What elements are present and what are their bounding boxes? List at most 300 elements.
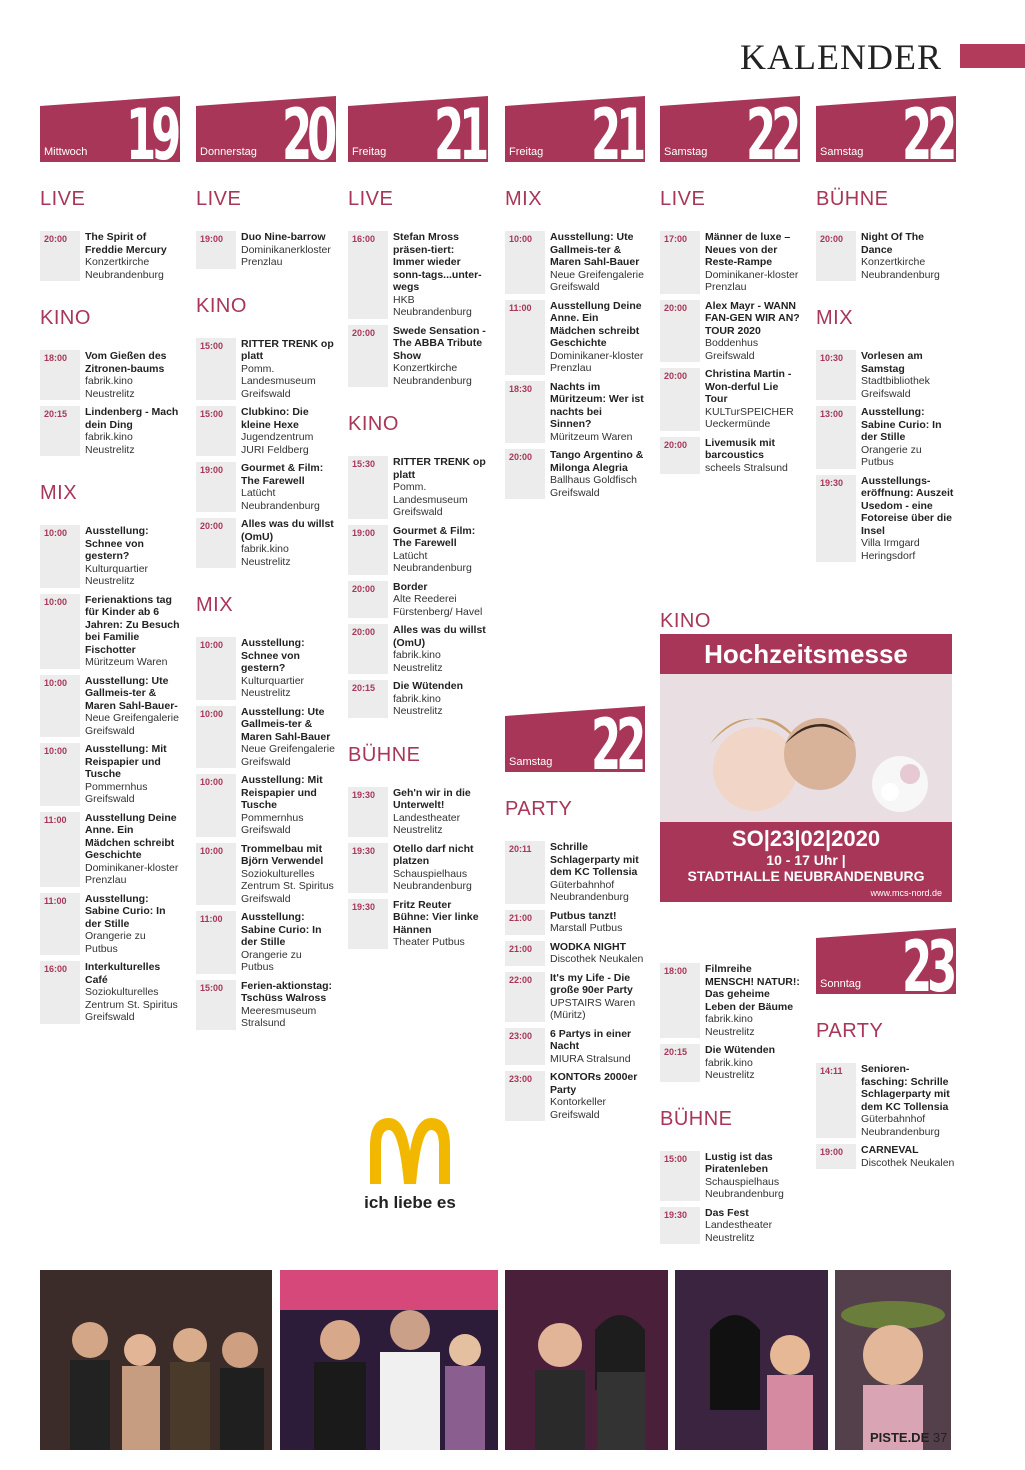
event-item[interactable] — [505, 972, 645, 1022]
event-time: 20:15 — [660, 1044, 700, 1082]
event-name: Livemusik mit barcoustics — [705, 436, 776, 461]
date-header — [660, 96, 800, 162]
event-time: 20:11 — [505, 841, 545, 904]
section-title: KINO — [348, 413, 399, 435]
event-name: Otello darf nicht platzen — [393, 842, 474, 867]
event-item[interactable] — [196, 980, 336, 1030]
event-body — [856, 1063, 956, 1138]
event-location: HKB Neubrandenburg — [393, 293, 472, 318]
event-location: Kontorkeller Greifswald — [550, 1096, 607, 1121]
event-location: Müritzeum Waren — [550, 430, 633, 443]
event-location: Güterbahnhof Neubrandenburg — [550, 878, 629, 903]
event-name: RITTER TRENK op platt — [393, 456, 486, 481]
couple-photo — [660, 674, 952, 824]
event-time: 10:00 — [196, 637, 236, 700]
event-time: 20:15 — [348, 680, 388, 718]
event-body — [545, 449, 645, 499]
event-body — [388, 231, 488, 319]
party-photo-3 — [505, 1270, 668, 1450]
event-item[interactable] — [196, 406, 336, 456]
event-name: Ausstellung: Schnee von gestern? — [241, 637, 305, 674]
event-item[interactable] — [660, 231, 800, 294]
event-body — [236, 706, 336, 769]
section-title: KINO — [196, 294, 247, 317]
event-item[interactable] — [196, 706, 336, 769]
event-time: 11:00 — [40, 812, 80, 887]
event-time: 19:00 — [196, 231, 236, 269]
event-item[interactable] — [196, 231, 336, 269]
event-name: Ausstellung: Mit Reispapier und Tusche — [241, 774, 323, 811]
event-body — [388, 899, 488, 949]
section-title: BÜHNE — [348, 743, 421, 766]
event-time: 19:30 — [348, 787, 388, 837]
event-name: Lustig ist das Piratenleben — [705, 1150, 773, 1175]
date-header — [40, 96, 180, 162]
event-item[interactable] — [196, 462, 336, 512]
event-time: 15:00 — [196, 980, 236, 1030]
event-item[interactable] — [816, 350, 956, 400]
section-title: PARTY — [816, 1020, 884, 1042]
event-location: Landestheater Neustrelitz — [705, 1219, 773, 1244]
party-photo-2 — [280, 1270, 498, 1450]
section — [40, 482, 180, 1024]
event-body — [388, 325, 488, 388]
event-item[interactable] — [40, 812, 180, 887]
event-item[interactable] — [505, 941, 645, 966]
event-name: Ausstellung: Sabine Curio: In der Stille — [241, 911, 322, 948]
event-time: 19:30 — [660, 1207, 700, 1245]
event-body — [388, 787, 488, 837]
event-name: Trommelbau mit Björn Verwendel — [241, 842, 324, 867]
event-time: 15:00 — [196, 338, 236, 401]
day-column — [505, 96, 645, 505]
event-name: Ausstellung: Schnee von gestern? — [85, 525, 149, 562]
event-name: Lindenberg - Mach dein Ding — [85, 406, 179, 431]
ad-title: Hochzeitsmesse — [660, 634, 952, 674]
event-name: Vorlesen am Samstag — [861, 350, 923, 375]
event-body — [236, 980, 336, 1030]
event-location: Pommernhus Greifswald — [85, 780, 148, 805]
event-body — [545, 300, 645, 375]
event-body — [80, 893, 180, 956]
section — [40, 188, 180, 281]
event-item[interactable] — [348, 899, 488, 949]
event-location: Jugendzentrum JURI Feldberg — [241, 431, 314, 456]
event-location: Soziokulturelles Zentrum St. Spiritus Greifswald — [241, 867, 334, 905]
event-location: fabrik.kino Neustrelitz — [393, 649, 443, 674]
event-name: Border — [393, 580, 428, 593]
event-name: Swede Sensation - The ABBA Tribute Show — [393, 324, 486, 362]
event-body — [388, 456, 488, 519]
event-item[interactable] — [660, 368, 800, 431]
event-time: 13:00 — [816, 406, 856, 469]
event-time: 11:00 — [505, 300, 545, 375]
event-item[interactable] — [196, 637, 336, 700]
event-name: Ausstellung: Ute Gallmeis-ter & Maren Sahl-Bauer — [550, 231, 640, 268]
golden-arches-logo — [365, 1116, 455, 1186]
event-location: Neue Greifengalerie Greifswald — [85, 712, 179, 737]
day-column — [348, 96, 488, 955]
ad-time: 10 - 17 Uhr | — [766, 852, 846, 868]
event-body — [80, 743, 180, 806]
event-location: Konzertkirche Neubrandenburg — [861, 256, 940, 281]
event-item[interactable] — [816, 475, 956, 563]
event-location: MIURA Stralsund — [550, 1052, 631, 1065]
event-name: Gourmet & Film: The Farewell — [241, 462, 324, 487]
event-name: Tango Argentino & Milonga Alegria — [550, 449, 644, 474]
event-body — [388, 680, 488, 718]
event-item[interactable] — [505, 910, 645, 935]
event-body — [236, 462, 336, 512]
event-body — [545, 841, 645, 904]
event-name: Putbus tanzt! — [550, 909, 617, 922]
event-name: Ausstellung Deine Anne. Ein Mädchen schreibt Geschichte — [85, 811, 177, 861]
event-name: Nachts im Müritzeum: Wer ist nachts bei Sinnen? — [550, 380, 644, 430]
event-name: Fritz Reuter Bühne: Vier linke Hännen — [393, 898, 479, 936]
event-name: Ausstellung: Sabine Curio: In der Stille — [861, 406, 942, 443]
event-item[interactable] — [40, 350, 180, 400]
event-item[interactable] — [505, 449, 645, 499]
event-location: Konzertkirche Neubrandenburg — [393, 362, 472, 387]
event-item[interactable] — [816, 406, 956, 469]
site-name: PISTE.DE — [870, 1430, 930, 1445]
section — [505, 188, 645, 499]
event-body — [80, 812, 180, 887]
event-item[interactable] — [505, 1028, 645, 1066]
title-accent-bar — [960, 44, 1025, 68]
event-body — [80, 961, 180, 1024]
event-name: 6 Partys in einer Nacht — [550, 1027, 632, 1052]
event-item[interactable] — [660, 1207, 800, 1245]
event-time: 20:00 — [196, 518, 236, 568]
event-location: fabrik.kino Neustrelitz — [241, 543, 291, 568]
event-time: 15:00 — [660, 1151, 700, 1201]
date-number: 21 — [590, 96, 641, 162]
event-item[interactable] — [505, 381, 645, 444]
event-item[interactable] — [816, 231, 956, 281]
event-item[interactable] — [816, 1144, 956, 1169]
section — [348, 188, 488, 387]
event-location: Kulturquartier Neustrelitz — [85, 562, 149, 587]
section — [348, 413, 488, 718]
date-number: 22 — [590, 706, 641, 772]
event-name: Ausstellungs-eröffnung: Auszeit Usedom - eine Fotoreise über die Insel — [861, 474, 954, 537]
event-item[interactable] — [660, 300, 800, 363]
event-name: Ausstellung: Mit Reispapier und Tusche — [85, 743, 167, 780]
event-name: Alles was du willst (OmU) — [241, 518, 334, 543]
event-location: Pommernhus Greifswald — [241, 811, 304, 836]
party-photo-4 — [675, 1270, 828, 1450]
ad-date: SO|23|02|2020 — [731, 826, 881, 851]
event-name: Stefan Mross präsen-tiert: Immer wieder sonn-tags...unter-wegs — [393, 231, 482, 293]
event-time: 10:00 — [40, 594, 80, 669]
event-body — [80, 525, 180, 588]
event-item[interactable] — [196, 338, 336, 401]
day-column — [660, 96, 800, 480]
event-time: 10:00 — [40, 675, 80, 738]
event-time: 15:30 — [348, 456, 388, 519]
event-time: 20:00 — [660, 437, 700, 475]
event-time: 10:00 — [196, 706, 236, 769]
event-time: 16:00 — [40, 961, 80, 1024]
event-location: fabrik.kino Neustrelitz — [85, 375, 135, 400]
event-name: WODKA NIGHT — [550, 940, 627, 953]
event-time: 23:00 — [505, 1028, 545, 1066]
event-item[interactable] — [40, 675, 180, 738]
event-time: 10:00 — [196, 843, 236, 906]
event-item[interactable] — [348, 843, 488, 893]
event-name: Filmreihe MENSCH! NATUR!: Das geheime Leben der Bäume — [705, 963, 800, 1013]
event-location: Konzertkirche Neubrandenburg — [85, 256, 164, 281]
event-name: KONTORs 2000er Party — [550, 1071, 638, 1096]
event-item[interactable] — [348, 581, 488, 619]
weekday-label: Sonntag — [820, 978, 861, 990]
event-item[interactable] — [40, 231, 180, 281]
event-name: Alex Mayr - WANN FAN-GEN WIR AN? TOUR 2020 — [705, 299, 800, 337]
event-item[interactable] — [660, 963, 800, 1038]
section-title: BÜHNE — [816, 188, 889, 210]
date-header — [196, 96, 336, 162]
event-name: Night Of The Dance — [861, 231, 924, 256]
section — [40, 307, 180, 456]
event-time: 19:30 — [348, 843, 388, 893]
event-location: Discothek Neukalen — [550, 953, 644, 965]
event-time: 10:00 — [196, 774, 236, 837]
event-time: 19:00 — [816, 1144, 856, 1169]
event-name: RITTER TRENK op platt — [241, 337, 334, 362]
event-item[interactable] — [660, 437, 800, 475]
event-location: Villa Irmgard Heringsdorf — [861, 537, 920, 562]
event-time: 20:00 — [505, 449, 545, 499]
event-name: Ausstellung Deine Anne. Ein Mädchen schreibt Geschichte — [550, 299, 642, 349]
event-item[interactable] — [505, 231, 645, 294]
event-name: Geh'n wir in die Unterwelt! — [393, 786, 471, 811]
event-body — [545, 1071, 645, 1121]
event-location: Alte Reederei Fürstenberg/ Havel — [393, 593, 483, 618]
event-item[interactable] — [196, 774, 336, 837]
event-name: Die Wütenden — [705, 1044, 775, 1056]
day-column — [196, 96, 336, 1036]
event-name: Ausstellung: Sabine Curio: In der Stille — [85, 892, 166, 930]
event-item[interactable] — [505, 300, 645, 375]
event-time: 11:00 — [40, 893, 80, 956]
event-time: 21:00 — [505, 910, 545, 935]
event-item[interactable] — [196, 518, 336, 568]
ad-place: STADTHALLE NEUBRANDENBURG — [687, 868, 925, 884]
event-item[interactable] — [816, 1063, 956, 1138]
event-location: fabrik.kino Neustrelitz — [705, 1056, 755, 1081]
event-location: Boddenhus Greifswald — [705, 337, 759, 362]
ad-url[interactable]: www.mcs-nord.de — [870, 888, 942, 898]
event-item[interactable] — [348, 325, 488, 388]
event-item[interactable] — [196, 911, 336, 974]
event-item[interactable] — [40, 743, 180, 806]
party-photo-5 — [835, 1270, 951, 1450]
event-location: Orangerie zu Putbus — [861, 443, 922, 468]
event-time: 20:00 — [660, 368, 700, 431]
day-column — [40, 96, 180, 1030]
event-location: Theater Putbus — [393, 936, 465, 948]
event-item[interactable] — [196, 843, 336, 906]
weekday-label: Mittwoch — [44, 146, 88, 158]
weekday-label: Samstag — [509, 756, 553, 768]
event-location: UPSTAIRS Waren (Müritz) — [550, 996, 636, 1021]
event-time: 10:00 — [40, 743, 80, 806]
event-body — [700, 300, 800, 363]
event-time: 10:00 — [505, 231, 545, 294]
day-column-continued — [505, 706, 645, 1127]
event-item[interactable] — [40, 594, 180, 669]
event-time: 11:00 — [196, 911, 236, 974]
event-body — [700, 368, 800, 431]
date-number: 22 — [745, 96, 796, 162]
mcdonalds-ad[interactable] — [350, 1116, 470, 1226]
section-title: BÜHNE — [660, 1107, 733, 1130]
event-time: 17:00 — [660, 231, 700, 294]
section — [196, 188, 336, 269]
event-time: 14:11 — [816, 1063, 856, 1138]
event-body — [388, 525, 488, 575]
event-location: Orangerie zu Putbus — [85, 930, 146, 955]
event-body — [545, 381, 645, 444]
day-column — [816, 96, 956, 568]
event-location: scheels Stralsund — [705, 461, 788, 474]
event-name: Männer de luxe – Neues von der Reste-Rampe — [705, 231, 791, 268]
section — [348, 744, 488, 949]
date-header-2 — [816, 928, 956, 994]
event-item[interactable] — [660, 1151, 800, 1201]
event-name: Das Fest — [705, 1206, 749, 1219]
event-time: 20:00 — [348, 624, 388, 674]
event-item[interactable] — [348, 456, 488, 519]
event-body — [545, 972, 645, 1022]
weekday-label: Freitag — [352, 146, 387, 158]
event-body — [856, 406, 956, 469]
event-name: The Spirit of Freddie Mercury — [85, 231, 167, 256]
footer — [870, 1430, 947, 1445]
event-name: Alles was du willst (OmU) — [393, 624, 486, 649]
event-location: Ballhaus Goldfisch Greifswald — [550, 474, 637, 499]
event-time: 20:00 — [660, 300, 700, 363]
event-body — [545, 910, 622, 935]
event-body — [700, 1044, 800, 1082]
event-name: Ferienaktions tag für Kinder ab 6 Jahren: Zu Besuch bei Familie Fischotter — [85, 593, 180, 656]
section — [660, 188, 800, 474]
event-body — [236, 911, 336, 974]
event-location: fabrik.kino Neustrelitz — [85, 431, 135, 456]
event-item[interactable] — [505, 841, 645, 904]
date-header — [505, 96, 645, 162]
event-body — [80, 406, 180, 456]
event-time: 18:30 — [505, 381, 545, 444]
date-header-2 — [505, 706, 645, 772]
event-time: 19:00 — [348, 525, 388, 575]
event-location: Pomm. Landesmuseum Greifswald — [241, 362, 316, 400]
event-item[interactable] — [40, 893, 180, 956]
event-location: Pomm. Landesmuseum Greifswald — [393, 481, 468, 518]
event-name: Ausstellung: Ute Gallmeis-ter & Maren Sahl-Bauer- — [85, 674, 178, 712]
event-location: Dominikanerkloster Prenzlau — [241, 243, 331, 268]
event-name: Ferien-aktionstag: Tschüss Walross — [241, 979, 333, 1004]
section-title: LIVE — [196, 188, 242, 210]
event-item[interactable] — [40, 961, 180, 1024]
section-title: MIX — [40, 482, 78, 504]
event-body — [236, 774, 336, 837]
event-item[interactable] — [660, 1044, 800, 1082]
section-title: LIVE — [348, 188, 394, 210]
event-item[interactable] — [505, 1071, 645, 1121]
event-location: fabrik.kino Neustrelitz — [705, 1013, 755, 1038]
event-name: Gourmet & Film: The Farewell — [393, 524, 476, 549]
event-time: 19:30 — [816, 475, 856, 563]
event-location: Dominikaner-kloster Prenzlau — [705, 268, 799, 293]
event-location: Neue Greifengalerie Greifswald — [241, 743, 335, 768]
event-location: Landestheater Neustrelitz — [393, 811, 461, 836]
hochzeitsmesse-ad[interactable] — [660, 634, 952, 902]
event-body — [856, 1144, 954, 1169]
event-location: Latücht Neubrandenburg — [241, 487, 320, 512]
party-photo-1 — [40, 1270, 272, 1450]
event-body — [388, 843, 488, 893]
event-name: CARNEVAL — [861, 1144, 919, 1156]
date-header — [348, 96, 488, 162]
event-time: 16:00 — [348, 231, 388, 319]
event-body — [80, 594, 180, 669]
section — [816, 188, 956, 281]
event-item[interactable] — [348, 624, 488, 674]
event-body — [700, 437, 800, 475]
event-name: Ausstellung: Ute Gallmeis-ter & Maren Sahl-Bauer — [241, 705, 331, 743]
section — [505, 798, 645, 1121]
section-title: KINO — [40, 307, 91, 329]
event-body — [856, 350, 956, 400]
event-time: 18:00 — [660, 963, 700, 1038]
event-body — [388, 581, 488, 619]
event-time: 23:00 — [505, 1071, 545, 1121]
event-location: Schauspielhaus Neubrandenburg — [393, 867, 472, 892]
event-time: 15:00 — [196, 406, 236, 456]
section-title: LIVE — [40, 188, 86, 210]
event-item[interactable] — [348, 787, 488, 837]
event-time: 20:00 — [40, 231, 80, 281]
section-title: LIVE — [660, 188, 706, 210]
date-number: 21 — [433, 96, 484, 162]
event-item[interactable] — [348, 231, 488, 319]
event-item[interactable] — [40, 406, 180, 456]
event-location: Meeresmuseum Stralsund — [241, 1004, 317, 1029]
event-location: Orangerie zu Putbus — [241, 948, 302, 973]
event-body — [236, 338, 336, 401]
event-body — [545, 231, 645, 294]
event-item[interactable] — [40, 525, 180, 588]
event-item[interactable] — [348, 525, 488, 575]
event-body — [236, 231, 336, 269]
section — [816, 307, 956, 562]
date-number: 20 — [281, 96, 332, 162]
event-body — [856, 475, 956, 563]
event-body — [700, 231, 800, 294]
event-body — [236, 843, 336, 906]
event-body — [236, 637, 336, 700]
event-time: 10:00 — [40, 525, 80, 588]
event-name: Die Wütenden — [393, 680, 463, 692]
event-item[interactable] — [348, 680, 488, 718]
page-title: KALENDER — [740, 37, 942, 77]
event-location: Soziokulturelles Zentrum St. Spiritus Greifswald — [85, 986, 178, 1023]
event-name: Senioren-fasching: Schrille Schlagerparty mit dem KC Tollensia — [861, 1063, 950, 1113]
event-name: Interkulturelles Café — [85, 961, 161, 986]
event-body — [236, 406, 336, 456]
